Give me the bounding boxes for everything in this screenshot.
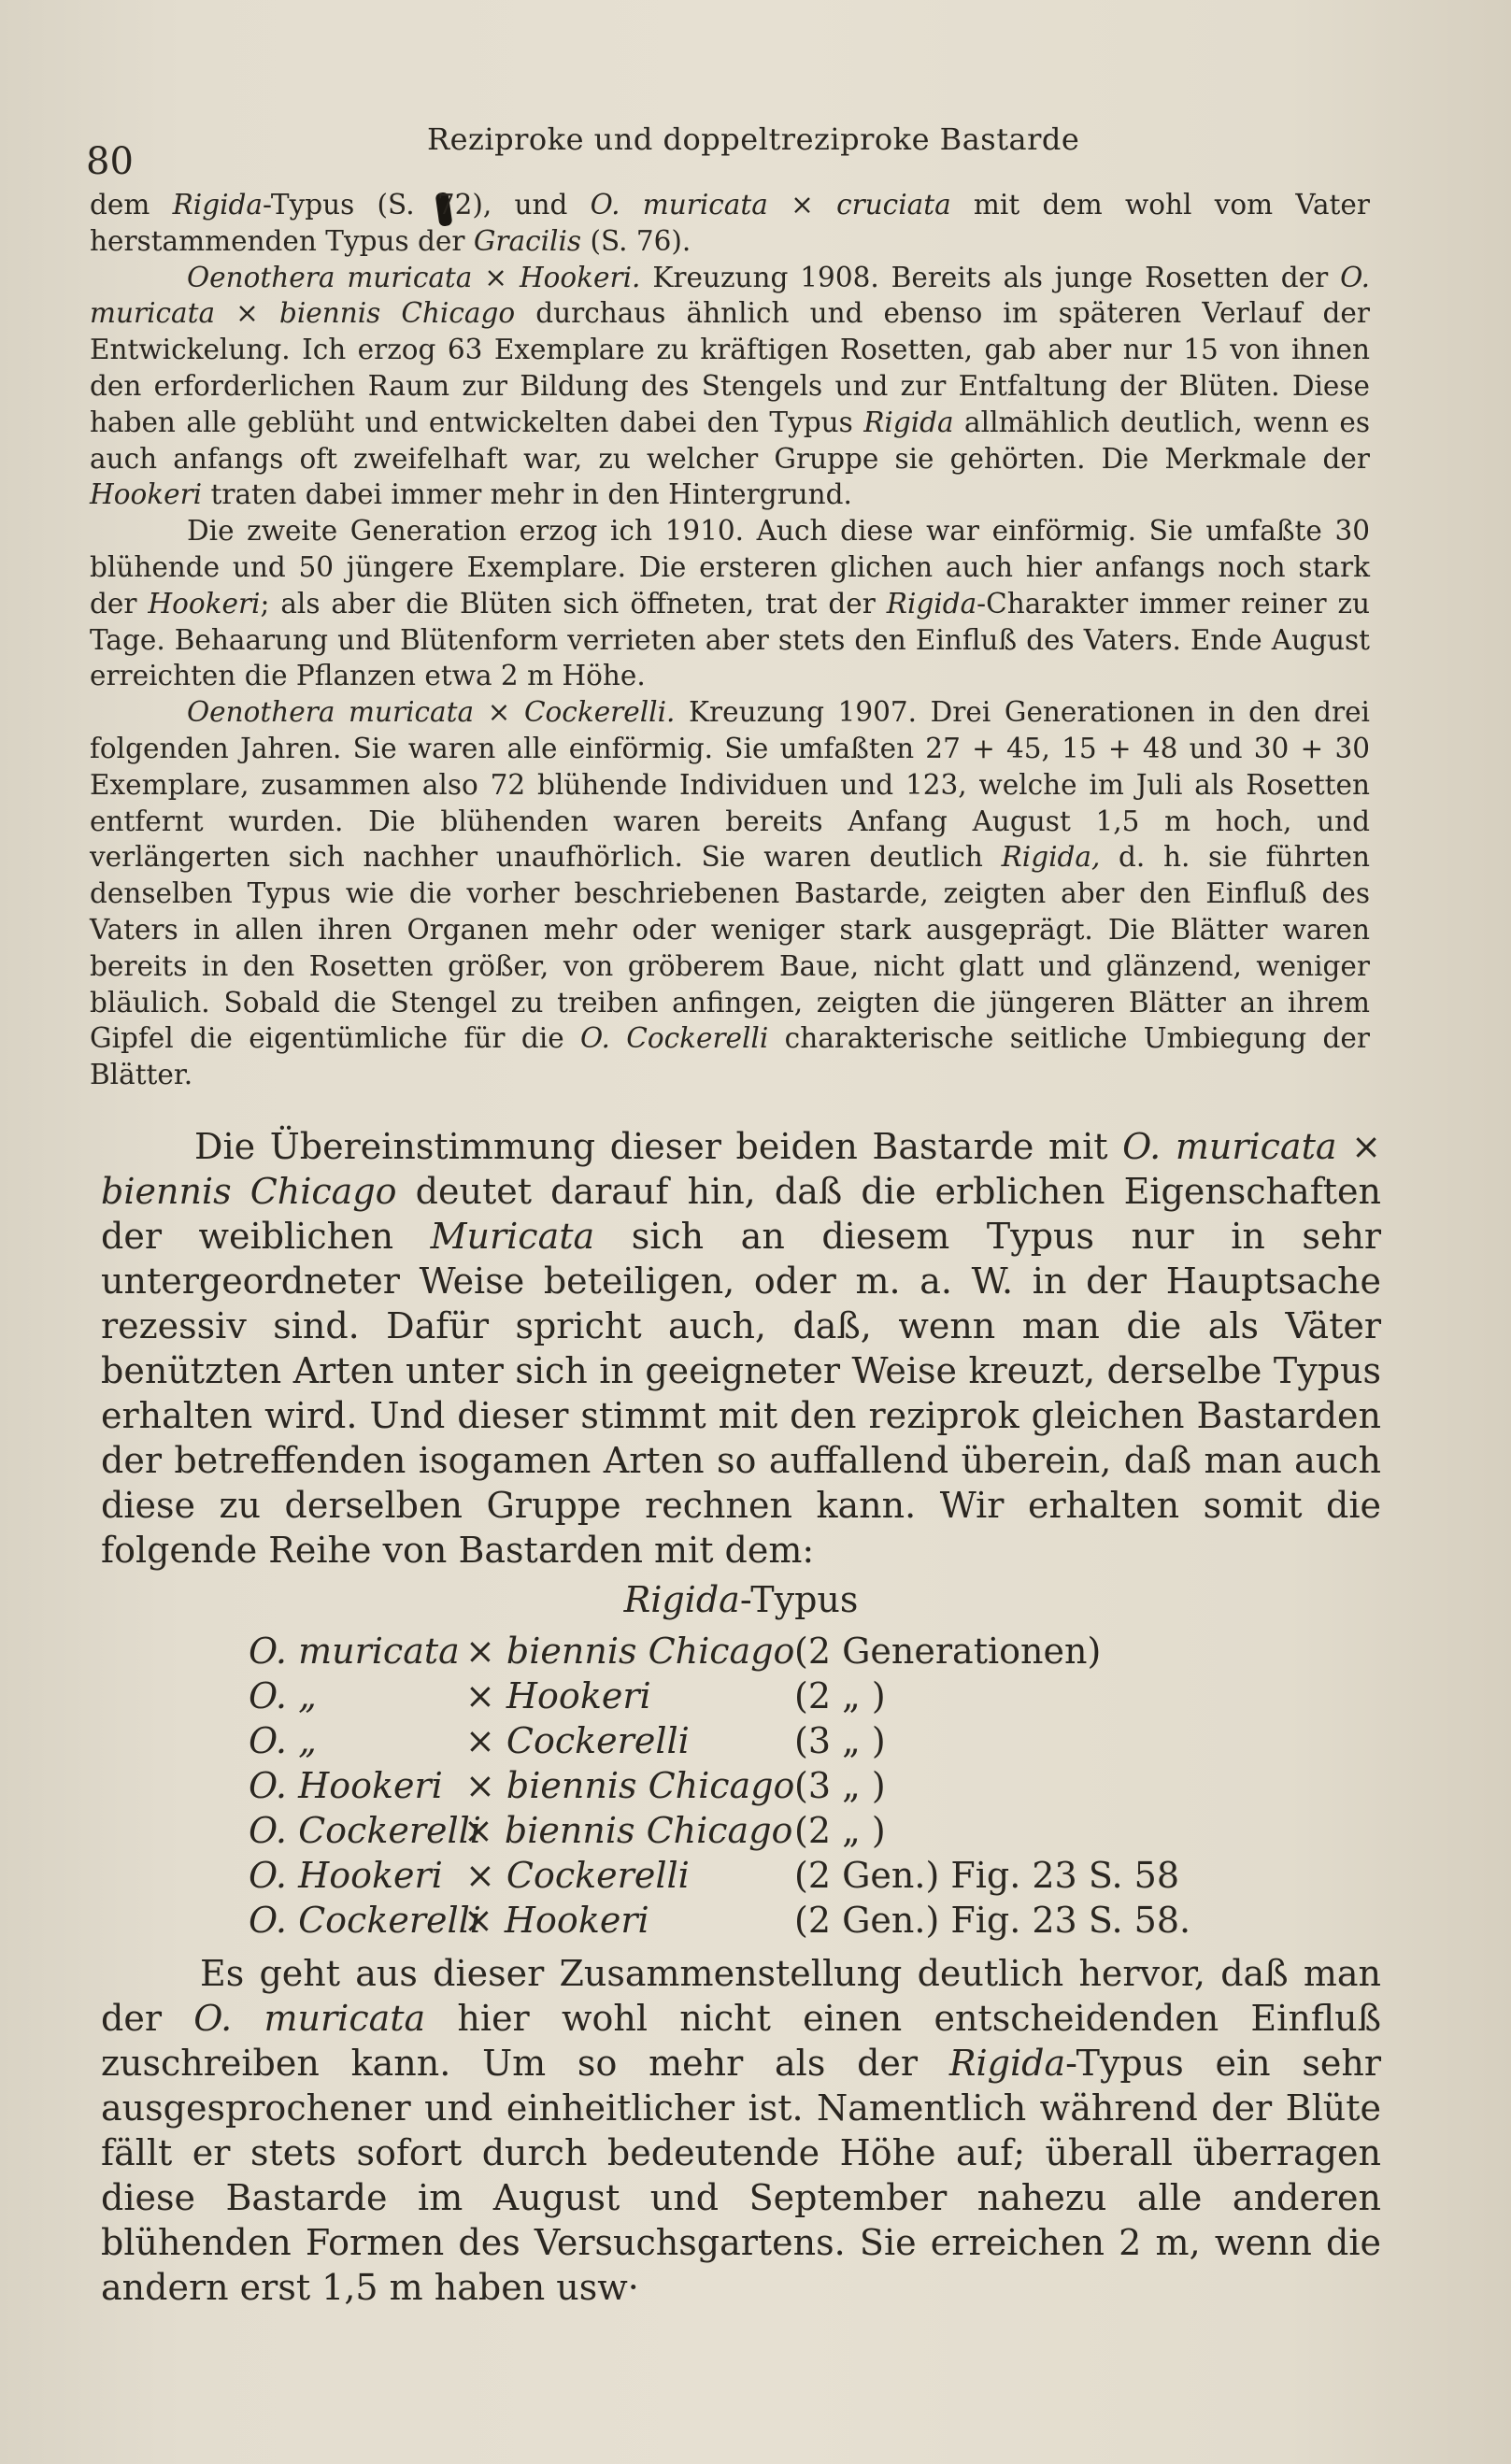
italic-run: Hookeri. [519, 261, 641, 293]
text-run: (S. 76). [581, 224, 691, 257]
text-run: -Typus (S. 72), und [263, 189, 591, 221]
generations: (3 „ ) [794, 1765, 886, 1806]
female-parent: O. Cockerelli [249, 1810, 481, 1851]
italic-run: Gracilis [473, 224, 582, 257]
italic-run: Hookeri [148, 587, 261, 620]
text-run: Die Übereinstimmung dieser beiden Bastarde mit [194, 1126, 1123, 1167]
generations: (2 „ ) [794, 1810, 886, 1851]
female-parent: O. „ [249, 1720, 317, 1761]
text-run: × [1336, 1126, 1381, 1167]
generations: (2 Generationen) [794, 1631, 1102, 1672]
italic-run: O. muricata [590, 189, 768, 221]
text-run: traten dabei immer mehr in den Hintergrund. [202, 478, 852, 511]
italic-run: O. muricata [90, 261, 1370, 330]
text-run: × [767, 189, 837, 221]
generations: (2 „ ) [794, 1675, 886, 1716]
italic-run: cruciata [836, 189, 951, 221]
running-title: Reziproke und doppeltreziproke Bastarde [427, 121, 1080, 157]
text-run: hier wohl nicht einen entscheidenden Einfluß zuschreiben kann. Um so mehr als der [101, 1998, 1381, 2084]
text-run: ; als aber die Blüten sich öffneten, trat der [260, 587, 887, 620]
text-run: charakterische seitliche Umbiegung der Blätter. [90, 1022, 1370, 1091]
male-parent: × Hookeri [463, 1900, 649, 1941]
italic-run: Muricata [430, 1216, 595, 1257]
text-run: deutet darauf hin, daß die erblichen Eigenschaften der weiblichen [101, 1171, 1381, 1257]
italic-run: O. muricata [1122, 1126, 1337, 1167]
text-run: × [215, 297, 279, 330]
page-header [86, 120, 1399, 183]
generations: (2 Gen.) Fig. 23 S. 58 [794, 1855, 1180, 1896]
closing-paragraph [101, 1951, 1381, 2310]
male-parent: × Cockerelli [465, 1855, 690, 1896]
female-parent: O. Hookeri [249, 1855, 443, 1896]
generations: (3 „ ) [794, 1720, 886, 1761]
text-run: Es geht aus dieser Zusammenstellung deutlich hervor, daß man der [101, 1953, 1381, 2039]
text-run: × [474, 696, 524, 729]
male-parent: × Hookeri [465, 1675, 651, 1716]
italic-run: Cockerelli. [523, 696, 676, 729]
italic-run: Rigida [948, 2043, 1066, 2084]
paragraph [90, 694, 1370, 1093]
text-run: durchaus ähnlich und ebenso im späteren Verlauf der Entwickelung. Ich erzog 63 Exemplare zu kräftigen Rosetten, gab aber nur 15 von ihnen den erforderlichen Raum zur Bildung des Stengels und zur Entfaltung der Blüten. Diese haben alle geblüht und entwickelten dabei den Typus [90, 297, 1370, 438]
text-run: -Typus ein sehr ausgesprochener und einheitlicher ist. Namentlich während der Blüte fällt er stets sofort durch bedeutende Höhe auf; überall überragen diese Bastarde im August und September nahezu alle anderen blühenden Formen des Versuchsgartens. Sie erreichen 2 m, wenn die andern erst 1,5 m haben usw· [101, 2043, 1382, 2308]
female-parent: O. muricata [249, 1631, 460, 1672]
italic-run: Rigida [886, 587, 977, 620]
italic-run: O. Cockerelli [580, 1022, 769, 1055]
text-run: d. h. sie führten denselben Typus wie die vorher beschriebenen Bastarde, zeigten aber den Einfluß des Vaters in allen ihren Organen mehr oder weniger stark ausgeprägt. Die Blätter waren bereits in den Rosetten größer, von gröberem Baue, nicht glatt und glänzend, weniger bläulich. Sobald die Stengel zu treiben anfingen, zeigten die jüngeren Blätter an ihrem Gipfel die eigentümliche für die [90, 841, 1371, 1055]
italic-run: Rigida [863, 406, 954, 438]
page-number: 80 [86, 140, 134, 183]
text-run: mit dem wohl vom Vater herstammenden Typus der [90, 189, 1370, 257]
list-caption [101, 1577, 1381, 1622]
text-run: × [472, 261, 520, 293]
paragraph [90, 260, 1370, 514]
text-run: Kreuzung 1907. Drei Generationen in den drei folgenden Jahren. Sie waren alle einförmig. Sie umfaßten 27 + 45, 15 + 48 und 30 + 30 Exemplare, zusammen also 72 blühende Individuen und 123, welche im Juli als Rosetten entfernt wurden. Die blühenden waren bereits Anfang August 1,5 m hoch, und verlängerten sich nachher unaufhörlich. Sie waren deutlich [90, 696, 1370, 874]
female-parent: O. Cockerelli [249, 1900, 481, 1941]
main-paragraph [101, 1124, 1381, 1573]
italic-run: Oenothera muricata [187, 696, 475, 729]
paragraph [90, 187, 1370, 260]
male-parent: × biennis Chicago [465, 1765, 795, 1806]
caption-rest: -Typus [739, 1579, 859, 1620]
text-run: sich an diesem Typus nur in sehr untergeordneter Weise beteiligen, oder m. a. W. in der Hauptsache rezessiv sind. Dafür spricht auch, daß, wenn man die als Väter benützten Arten unter sich in geeigneter Weise kreuzt, derselbe Typus erhalten wird. Und dieser stimmt mit den reziprok gleichen Bastarden der betreffenden isogamen Arten so auffallend überein, daß man auch diese zu derselben Gruppe rechnen kann. Wir erhalten somit die folgende Reihe von Bastarden mit dem: [101, 1216, 1382, 1571]
italic-run: Oenothera muricata [187, 261, 473, 293]
text-run: allmählich deutlich, wenn es auch anfangs oft zweifelhaft war, zu welcher Gruppe sie gehörten. Die Merkmale der [90, 406, 1370, 475]
italic-run: O. muricata [193, 1998, 426, 2039]
generations: (2 Gen.) Fig. 23 S. 58. [794, 1900, 1191, 1941]
female-parent: O. Hookeri [249, 1765, 443, 1806]
caption-italic: Rigida [623, 1579, 740, 1620]
italic-run: Rigida [172, 189, 264, 221]
italic-run: Rigida, [1001, 841, 1101, 874]
small-print-section [90, 187, 1370, 1093]
italic-run: Hookeri [90, 478, 203, 511]
male-parent: × biennis Chicago [463, 1810, 793, 1851]
text-run: -Charakter immer reiner zu Tage. Behaarung und Blütenform verrieten aber stets den Einfluß des Vaters. Ende August erreichten die Pflanzen etwa 2 m Höhe. [90, 587, 1371, 692]
paragraph [90, 513, 1370, 694]
italic-run: biennis Chicago [278, 297, 516, 330]
male-parent: × biennis Chicago [465, 1631, 795, 1672]
paragraph [101, 1951, 1381, 2310]
text-run: Kreuzung 1908. Bereits als junge Rosetten der [640, 261, 1341, 293]
text-run: Die zweite Generation erzog ich 1910. Auch diese war einförmig. Sie umfaßte 30 blühende und 50 jüngere Exemplare. Die ersteren glichen auch hier anfangs noch stark der [90, 515, 1370, 620]
male-parent: × Cockerelli [465, 1720, 690, 1761]
female-parent: O. „ [249, 1675, 317, 1716]
paragraph [101, 1124, 1381, 1573]
text-run: dem [90, 189, 173, 221]
italic-run: biennis Chicago [101, 1171, 397, 1212]
